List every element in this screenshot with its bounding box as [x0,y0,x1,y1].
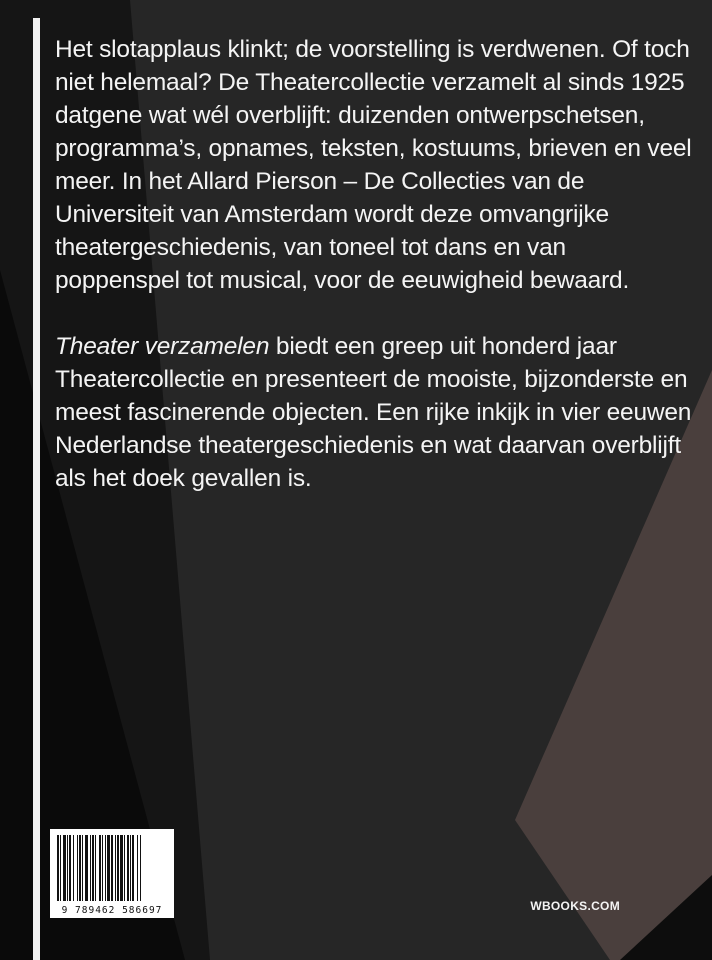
barcode-bar [85,835,88,901]
barcode-bar [124,835,125,901]
back-cover-text [55,33,695,495]
barcode-bar [107,835,110,901]
barcode-bar [117,835,119,901]
barcode-bar [140,835,141,901]
vertical-rule [33,18,40,960]
barcode-bar [69,835,71,901]
paragraph-book [55,330,695,495]
barcode-bar [82,835,83,901]
paragraph-intro: Het slotapplaus klinkt; de voorstelling is verdwenen. Of toch niet helemaal? De Theatercollectie verzamelt al sinds 1925 datgene wat wél overblijft: duizenden ontwerpschetsen, programma’s, opnames, teksten, kostuums, brieven en veel meer. In het Allard Pierson – De Collecties van de Universiteit van Amsterdam wordt deze omvangrijke theatergeschiedenis, van toneel tot dans en van poppenspel tot musical, voor de eeuwigheid bewaard. [55,36,692,294]
barcode [50,829,174,918]
barcode-bar [132,835,134,901]
barcode-bars [56,835,168,901]
barcode-bar [105,835,106,901]
paragraph-book-rest: biedt een greep uit honderd jaar Theatercollectie en presenteert de mooiste, bijzonderste en meest fascinerende objecten. Een rijke inkijk in vier eeuwen Nederlandse theatergeschiedenis en wat daarvan overblijft als het doek gevallen is. [55,333,692,492]
barcode-bar [127,835,129,901]
barcode-bar [99,835,101,901]
barcode-bar [57,835,59,901]
barcode-bar [60,835,61,901]
barcode-bar [67,835,68,901]
barcode-bar [95,835,96,901]
barcode-bar [63,835,66,901]
barcode-bar [73,835,74,901]
barcode-bar [92,835,94,901]
barcode-bar [79,835,81,901]
barcode-bar [115,835,116,901]
book-title: Theater verzamelen [55,333,270,360]
barcode-bar [130,835,131,901]
barcode-bar [90,835,91,901]
barcode-bar [77,835,78,901]
publisher-url: WBOOKS.COM [530,899,620,913]
barcode-bar [137,835,138,901]
barcode-bar [102,835,103,901]
barcode-bar [111,835,113,901]
barcode-bar [120,835,123,901]
isbn-number: 9 789462 586697 [61,905,163,916]
